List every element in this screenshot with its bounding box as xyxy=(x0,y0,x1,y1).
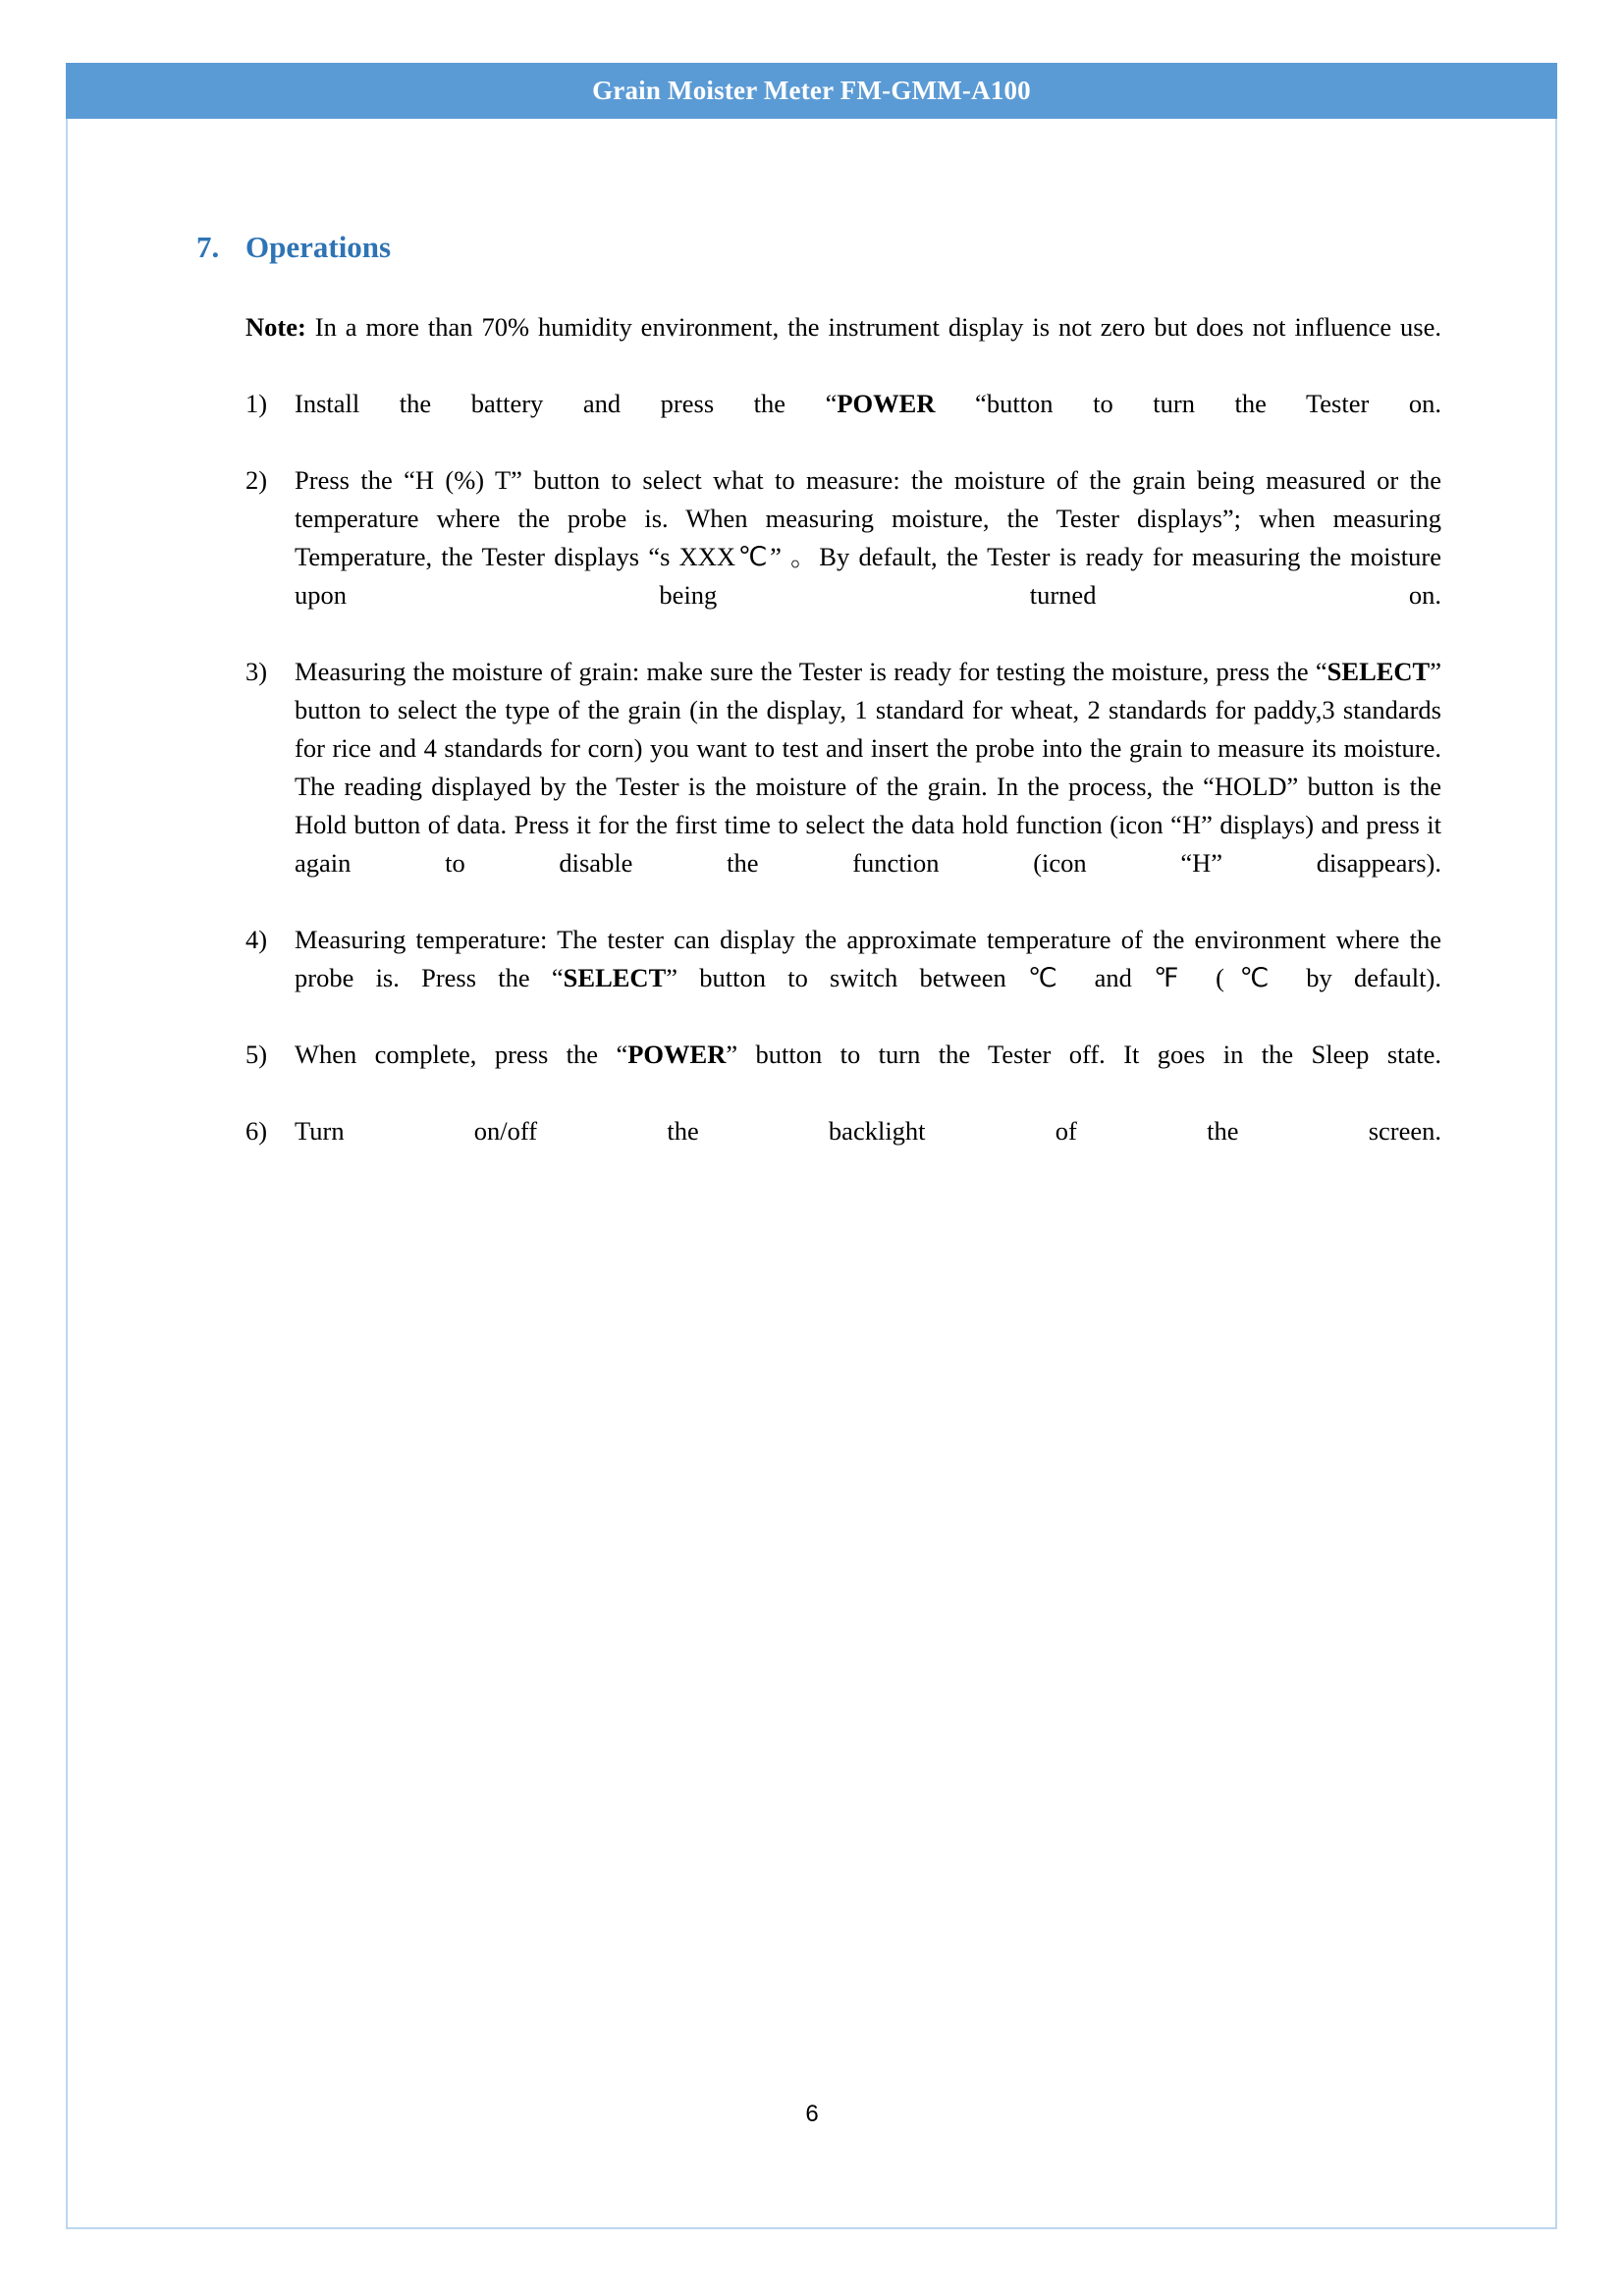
note-label: Note: xyxy=(245,312,306,342)
list-item xyxy=(245,461,1441,653)
text-run: Measuring temperature: The tester can display the approximate temperature of the environment where the probe is. Press the “ xyxy=(295,925,1441,992)
emphasis-keyword: SELECT xyxy=(1326,657,1431,686)
list-item-marker: 5) xyxy=(245,1040,268,1069)
page-content xyxy=(196,228,1441,1189)
list-item xyxy=(245,385,1441,461)
list-item-text xyxy=(295,921,1441,1036)
list-item-marker: 3) xyxy=(245,657,268,686)
section-title: Operations xyxy=(245,230,392,264)
text-run: Turn on/off the backlight of the screen. xyxy=(295,1116,1441,1146)
section-number: 7. xyxy=(196,230,220,264)
operations-step-list xyxy=(245,385,1441,1189)
list-item-text xyxy=(295,461,1441,653)
list-item xyxy=(245,653,1441,921)
note-text: In a more than 70% humidity environment, the instrument display is not zero but does not influence use. xyxy=(305,312,1441,342)
page-number: 6 xyxy=(805,2101,819,2127)
text-run: ” button to turn the Tester off. It goes in the Sleep state. xyxy=(726,1040,1442,1069)
text-run: ” button to select the type of the grain (in the display, 1 standard for wheat, 2 standards for paddy,3 standards for rice and 4 standards for corn) you want to test and insert the probe into the grain to measure its moisture. The reading displayed by the Tester is the moisture of the grain. In the process, the “HOLD” button is the Hold button of data. Press it for the first time to select the data hold function (icon “H” displays) and press it again to disable the function (icon “H” disappears). xyxy=(295,657,1441,878)
page-title xyxy=(196,228,1441,267)
list-item xyxy=(245,1036,1441,1112)
text-run: When complete, press the “ xyxy=(295,1040,628,1069)
list-item-text xyxy=(295,385,1441,461)
list-item xyxy=(245,921,1441,1036)
list-item-marker: 4) xyxy=(245,925,268,954)
text-run: Press the “H (%) T” button to select what to measure: the moisture of the grain being measured or the temperature where the probe is. When measuring moisture, the Tester displays”; when measuring Temperature, the Tester displays “s XXX℃” 。By default, the Tester is ready for measuring the moisture upon being turned on. xyxy=(295,465,1441,610)
list-item-marker: 6) xyxy=(245,1116,268,1146)
text-run: “button to turn the Tester on. xyxy=(935,389,1441,418)
list-item-text xyxy=(295,653,1441,921)
emphasis-keyword: POWER xyxy=(627,1040,727,1069)
list-item-text xyxy=(295,1036,1441,1112)
list-item-marker: 2) xyxy=(245,465,268,495)
text-run: Measuring the moisture of grain: make sure the Tester is ready for testing the moisture, press the “ xyxy=(295,657,1327,686)
emphasis-keyword: POWER xyxy=(837,389,936,418)
page-header-banner xyxy=(66,63,1557,119)
text-run: ” button to switch between ℃ and ℉ (℃ by default). xyxy=(666,963,1441,992)
document-title: Grain Moister Meter FM-GMM-A100 xyxy=(592,76,1031,105)
list-item-text xyxy=(295,1112,1441,1189)
section-body xyxy=(245,308,1441,1189)
list-item-marker: 1) xyxy=(245,389,268,418)
list-item xyxy=(245,1112,1441,1189)
text-run: Install the battery and press the “ xyxy=(295,389,838,418)
note-paragraph xyxy=(245,308,1441,385)
emphasis-keyword: SELECT xyxy=(563,963,667,992)
